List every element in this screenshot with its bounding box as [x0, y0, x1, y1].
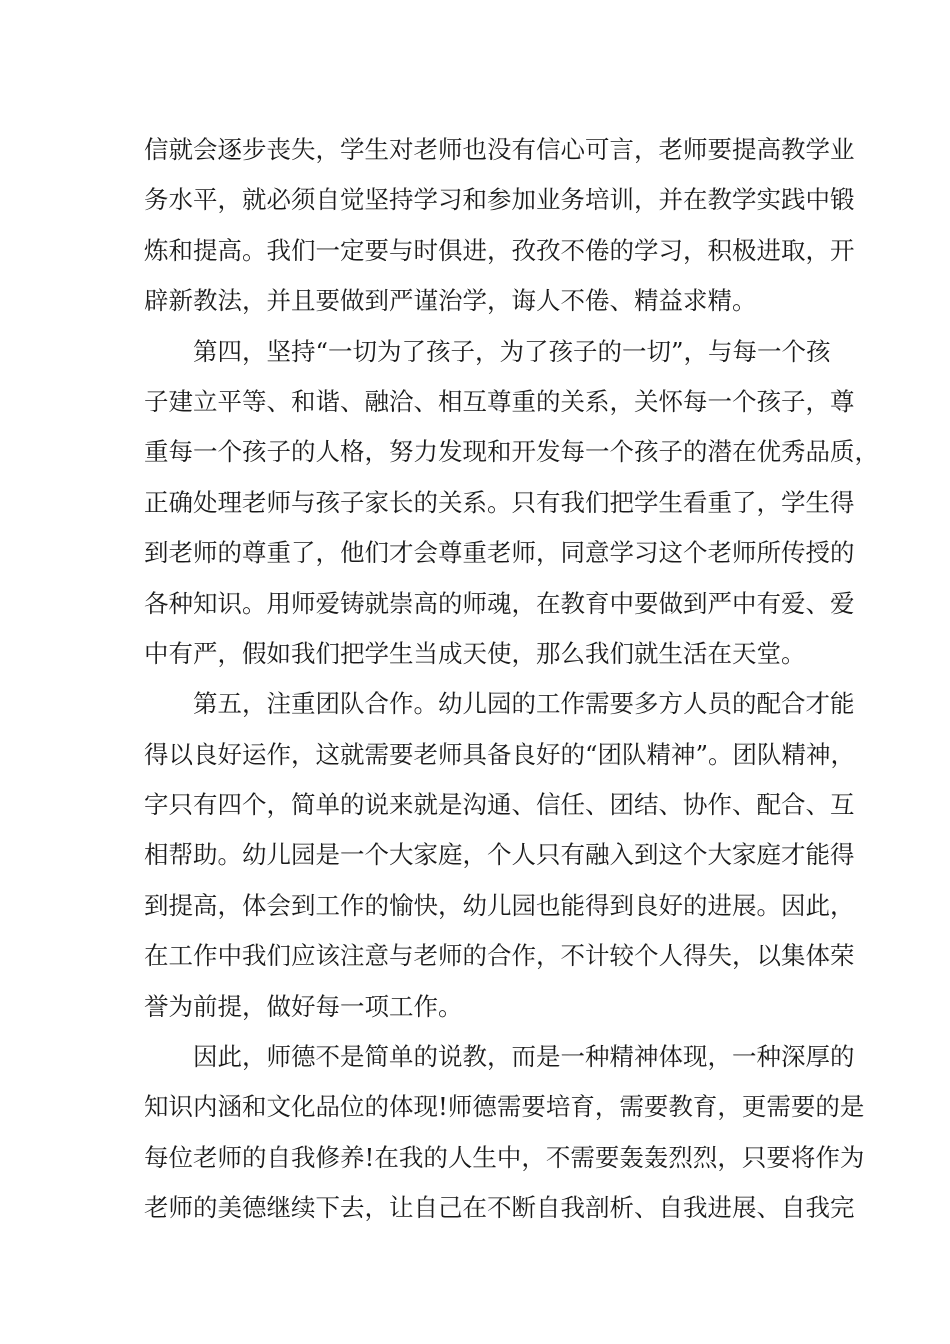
text-line: 中有严，假如我们把学生当成天使，那么我们就生活在天堂。: [144, 638, 806, 668]
text-line: 相帮助。幼儿园是一个大家庭，个人只有融入到这个大家庭才能得: [144, 840, 855, 870]
paragraph-2: [144, 327, 879, 680]
text-line: 子建立平等、和谐、融洽、相互尊重的关系，关怀每一个孩子，尊: [144, 386, 855, 416]
text-line: 务水平，就必须自觉坚持学习和参加业务培训，并在教学实践中锻: [144, 185, 855, 215]
text-line: 知识内涵和文化品位的体现!师德需要培育，需要教育，更需要的是: [144, 1092, 865, 1122]
text-line: 信就会逐步丧失，学生对老师也没有信心可言，老师要提高教学业: [144, 135, 855, 164]
paragraph-4: [144, 1032, 865, 1234]
text-line: 炼和提高。我们一定要与时俱进，孜孜不倦的学习，积极进取，开: [144, 235, 855, 265]
text-line: 老师的美德继续下去，让自己在不断自我剖析、自我进展、自我完: [144, 1193, 855, 1223]
text-line: 第四，坚持“一切为了孩子，为了孩子的一切”，与每一个孩: [193, 336, 831, 366]
text-line: 得以良好运作，这就需要老师具备良好的“团队精神”。团队精神，: [144, 739, 856, 769]
text-line: 因此，师德不是简单的说教，而是一种精神体现，一种深厚的: [193, 1042, 855, 1072]
text-line: 各种知识。用师爱铸就崇高的师魂，在教育中要做到严中有爱、爱: [144, 588, 855, 618]
text-line: 在工作中我们应该注意与老师的合作，不计较个人得失，以集体荣: [144, 941, 855, 971]
text-line: 到提高，体会到工作的愉快，幼儿园也能得到良好的进展。因此，: [144, 890, 855, 920]
text-line: 誉为前提，做好每一项工作。: [144, 991, 463, 1021]
paragraph-3: [144, 679, 856, 1032]
text-line: 到老师的尊重了，他们才会尊重老师，同意学习这个老师所传授的: [144, 538, 855, 568]
text-line: 辟新教法，并且要做到严谨治学，诲人不倦、精益求精。: [144, 286, 757, 316]
text-line: 字只有四个，简单的说来就是沟通、信任、团结、协作、配合、互: [144, 790, 855, 820]
text-line: 正确处理老师与孩子家长的关系。只有我们把学生看重了，学生得: [144, 487, 855, 517]
body-text: [144, 125, 879, 1234]
text-line: 第五，注重团队合作。幼儿园的工作需要多方人员的配合才能: [193, 689, 855, 719]
text-line: 重每一个孩子的人格，努力发现和开发每一个孩子的潜在优秀品质，: [144, 437, 879, 467]
paragraph-1: [144, 125, 855, 327]
text-line: 每位老师的自我修养!在我的人生中，不需要轰轰烈烈，只要将作为: [144, 1142, 865, 1172]
